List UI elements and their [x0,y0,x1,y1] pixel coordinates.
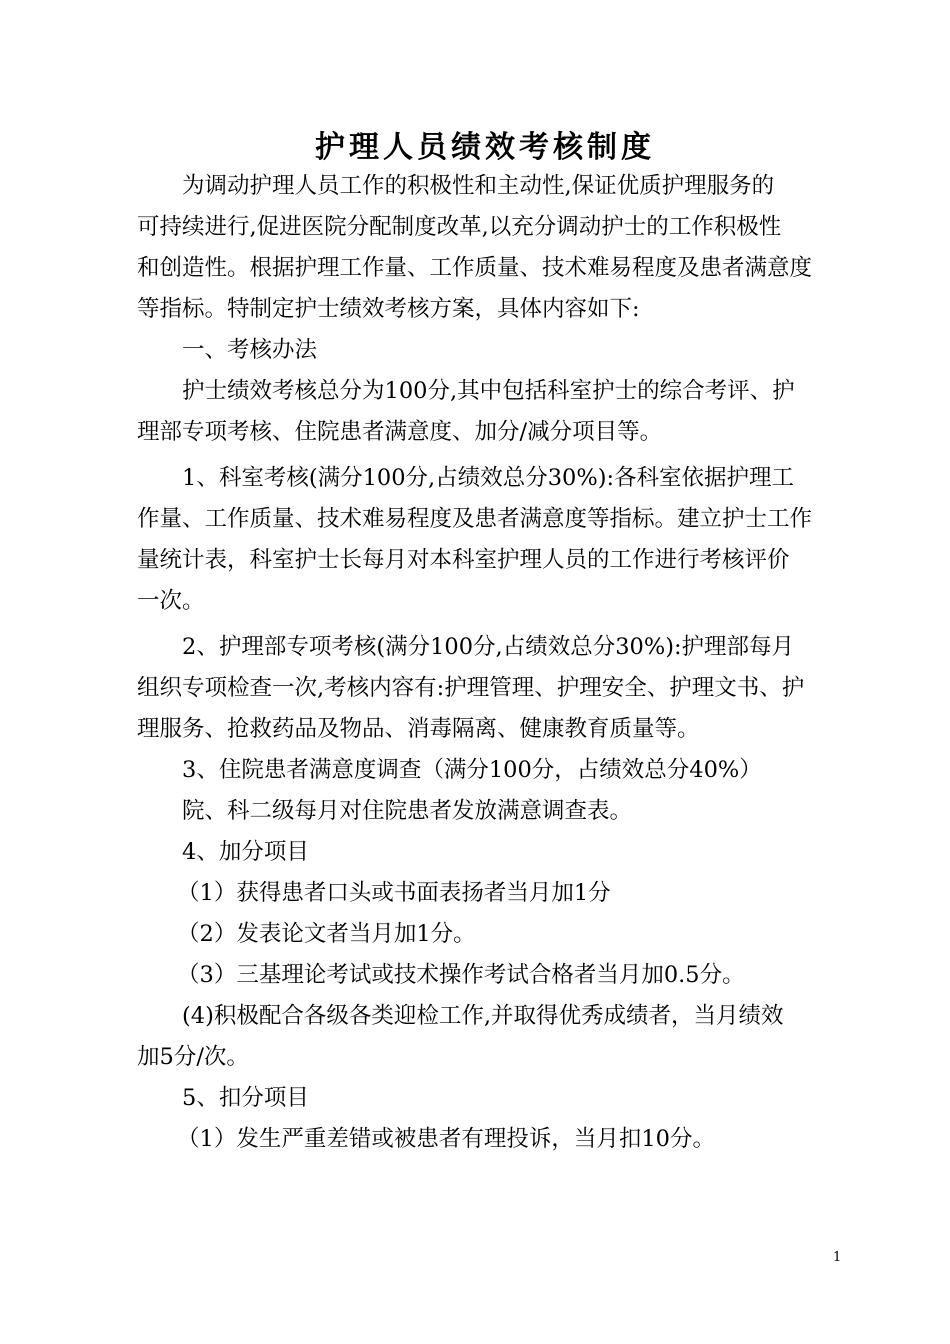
list-item: （2）发表论文者当月加1分。 [177,921,476,947]
paragraph-line: 2、护理部专项考核(满分100分,占绩效总分30%):护理部每月 [182,634,795,660]
section-heading: 4、加分项目 [182,839,309,865]
paragraph-line: 院、科二级每月对住院患者发放满意调查表。 [182,798,633,824]
list-item: （3）三基理论考试或技术操作考试合格者当月加0.5分。 [177,962,745,988]
paragraph-line: 加5分/次。 [137,1044,249,1070]
paragraph-line: 组织专项检查一次,考核内容有:护理管理、护理安全、护理文书、护 [137,675,805,701]
paragraph-line: 一次。 [137,588,205,614]
paragraph-line: 可持续进行,促进医院分配制度改革,以充分调动护士的工作积极性 [137,214,782,240]
section-heading: 5、扣分项目 [182,1085,309,1111]
list-item: (4)积极配合各级各类迎检工作,并取得优秀成绩者，当月绩效 [182,1003,784,1029]
paragraph-line: 和创造性。根据护理工作量、工作质量、技术难易程度及患者满意度 [137,255,813,281]
paragraph-line: 为调动护理人员工作的积极性和主动性,保证优质护理服务的 [182,173,775,199]
page-number: 1 [833,1250,842,1265]
list-item: （1）发生严重差错或被患者有理投诉，当月扣10分。 [177,1126,715,1152]
paragraph-line: 等指标。特制定护士绩效考核方案，具体内容如下: [137,296,640,322]
document-title: 护理人员绩效考核制度 [315,130,655,165]
paragraph-line: 作量、工作质量、技术难易程度及患者满意度等指标。建立护士工作 [137,506,813,532]
paragraph-line: 量统计表，科室护士长每月对本科室护理人员的工作进行考核评价 [137,547,790,573]
list-item: （1）获得患者口头或书面表扬者当月加1分 [177,880,611,906]
document-body [137,166,841,1160]
paragraph-line: 1、科室考核(满分100分,占绩效总分30%):各科室依据护理工 [182,465,795,491]
paragraph-line: 3、住院患者满意度调查（满分100分，占绩效总分40%） [182,757,762,783]
paragraph-line: 理服务、抢救药品及物品、消毒隔离、健康教育质量等。 [137,716,700,742]
paragraph-line: 理部专项考核、住院患者满意度、加分/减分项目等。 [137,419,663,445]
section-heading: 一、考核办法 [182,337,318,363]
paragraph-line: 护士绩效考核总分为100分,其中包括科室护士的综合考评、护 [182,378,795,404]
